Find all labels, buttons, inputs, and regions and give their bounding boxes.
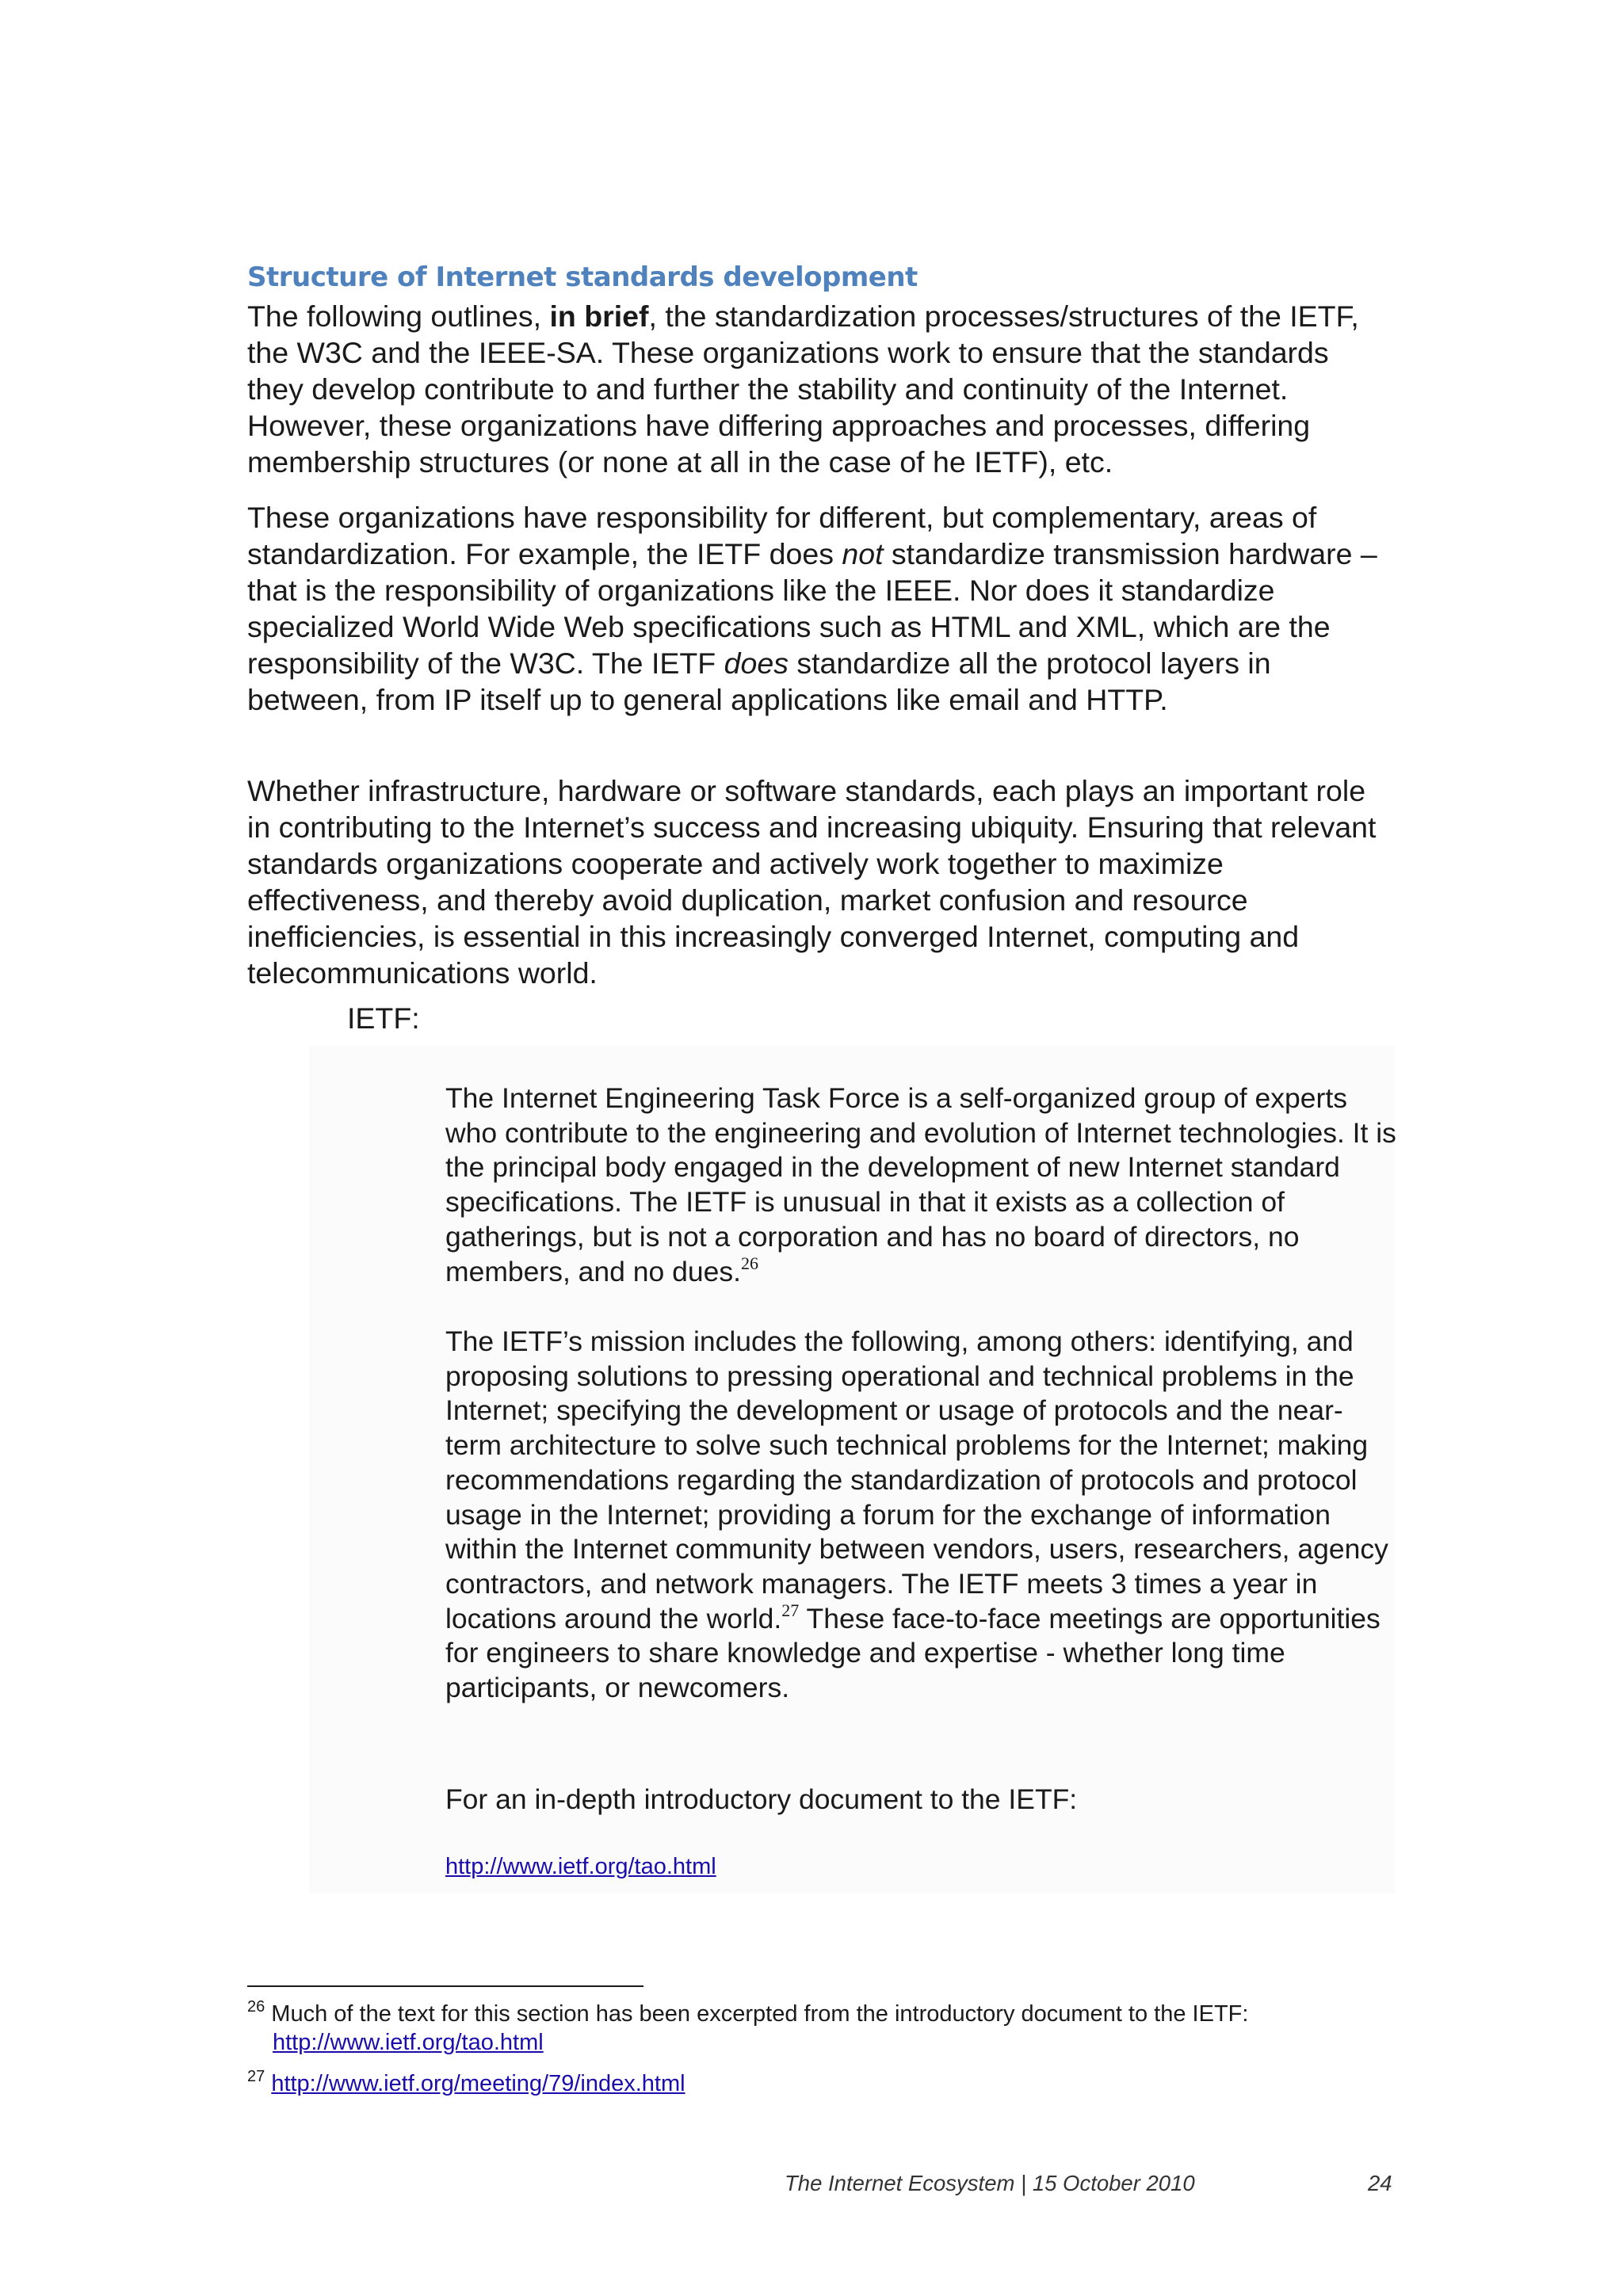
footnote-ref-26[interactable]: 26 (740, 1253, 758, 1273)
paragraph-responsibility (247, 499, 1388, 718)
footnote-27-link[interactable]: http://www.ietf.org/meeting/79/index.html (271, 2071, 685, 2096)
footnote-26-number: 26 (247, 1998, 265, 2016)
ietf-quote-mission-text: The IETF’s mission includes the following, among others: identifying, and proposing solutions to pressing operational and technical problems in the Internet; specifying the development or usage of protocols and the near-term architecture to solve such technical problems for the Internet; making recommendations regarding the standardization of protocols and protocol usage in the Internet; providing a forum for the exchange of information within the Internet community between vendors, users, researchers, agency contractors, and network managers. The IETF meets 3 times a year in locations around the world. (445, 1325, 1388, 1634)
footer-title: The Internet Ecosystem | 15 October 2010 (785, 2171, 1195, 2195)
page-number: 24 (1368, 2171, 1392, 2195)
footnote-separator (247, 1985, 643, 1987)
footnote-26-link[interactable]: http://www.ietf.org/tao.html (273, 2030, 544, 2055)
ietf-tao-link[interactable]: http://www.ietf.org/tao.html (445, 1854, 716, 1879)
paragraph-intro-bold: in brief (549, 299, 649, 333)
section-heading: Structure of Internet standards development (247, 261, 918, 293)
footnote-26 (247, 2000, 1388, 2057)
paragraph-responsibility-emphasis-not: not (842, 537, 884, 570)
ietf-quote-definition-text: The Internet Engineering Task Force is a self-organized group of experts who contribute to the engineering and evolution of Internet technologies. It is the principal body engaged in the development of new Internet standard specifications. The IETF is unusual in that it exists as a collection of gatherings, but is not a corporation and has no board of directors, no members, and no dues. (445, 1082, 1396, 1287)
ietf-quote-mission (445, 1325, 1396, 1706)
footnote-27 (247, 2069, 1388, 2098)
paragraph-intro-text-cont: , the standardization processes/structures of the IETF, the W3C and the IEEE-SA. These organizations work to ensure that the standards they develop contribute to and further the stability and continuity of the Internet. However, these organizations have differing approaches and processes, differing membership structures (or none at all in the case of he IETF), etc. (247, 299, 1359, 479)
paragraph-responsibility-text-end: standardize all the protocol layers in between, from IP itself up to general applications like email and HTTP. (247, 646, 1271, 716)
footnote-ref-27[interactable]: 27 (781, 1600, 800, 1620)
ietf-label: IETF: (347, 1001, 420, 1035)
ietf-quote-intro-doc: For an in-depth introductory document to the IETF: (445, 1783, 1078, 1815)
footnote-26-text: Much of the text for this section has been excerpted from the introductory document to the IETF: (265, 2001, 1249, 2027)
ietf-quote-mission-text-cont: These face-to-face meetings are opportunities for engineers to share knowledge and expertise - whether long time participants, or newcomers. (445, 1602, 1381, 1704)
paragraph-responsibility-emphasis-does: does (724, 646, 789, 680)
paragraph-responsibility-text-mid: standardize transmission hardware – that is the responsibility of organizations like the IEEE. Nor does it standardize specialized World Wide Web specifications such as HTML and XML, which are the responsibility of the W3C. The IETF (247, 537, 1377, 680)
ietf-quote-definition (445, 1081, 1396, 1289)
paragraph-responsibility-text: These organizations have responsibility for different, but complementary, areas of standardization. For example, the IETF does (247, 501, 1317, 570)
footnote-27-number: 27 (247, 2068, 265, 2085)
paragraph-intro (247, 298, 1388, 480)
paragraph-cooperation: Whether infrastructure, hardware or software standards, each plays an important role in contributing to the Internet’s success and increasing ubiquity. Ensuring that relevant standards organizations cooperate and actively work together to maximize effectiveness, and thereby avoid duplication, market confusion and resource inefficiencies, is essential in this increasingly converged Internet, computing and telecommunications world. (247, 774, 1377, 990)
paragraph-intro-text: The following outlines, (247, 299, 550, 333)
